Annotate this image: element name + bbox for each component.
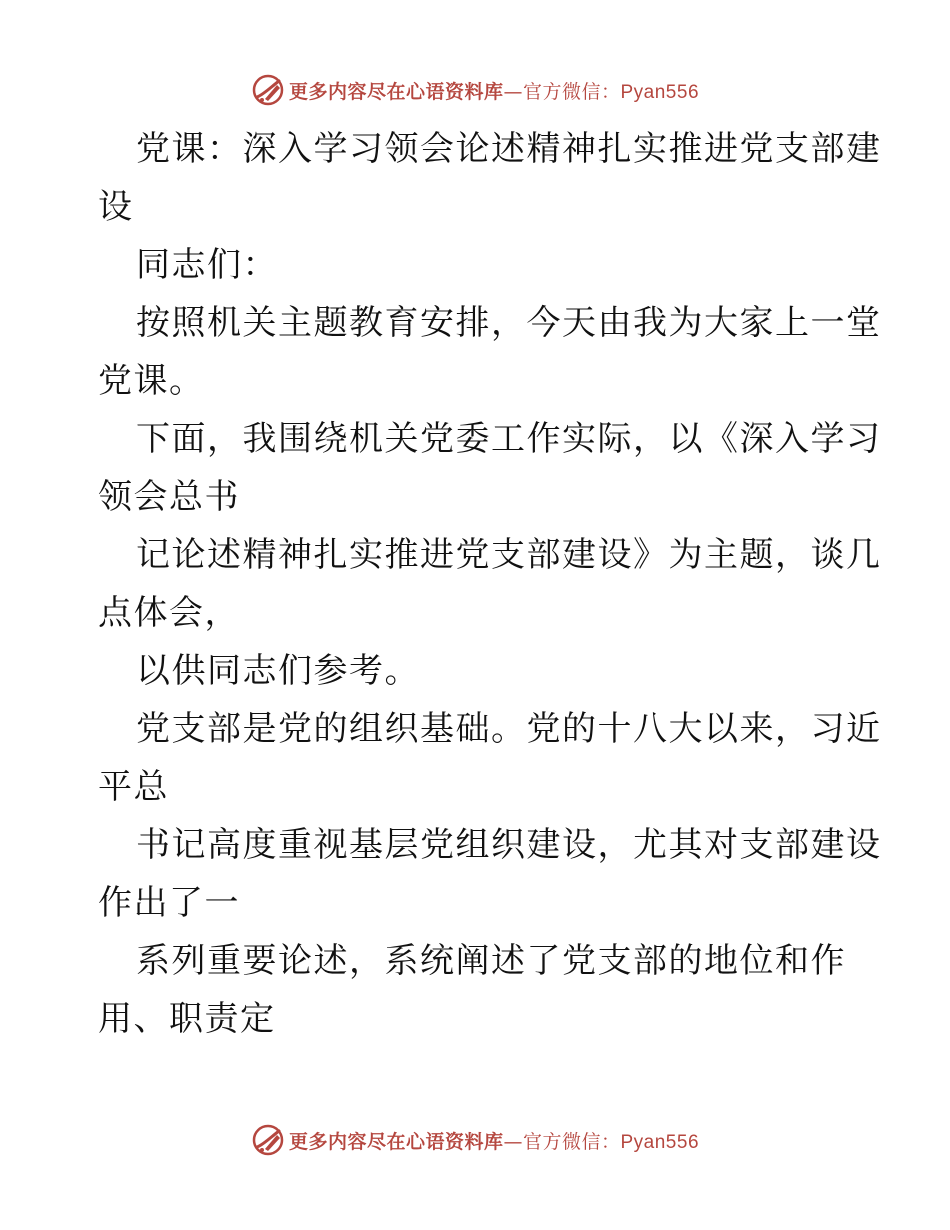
banner-wechat-label: —官方微信： bbox=[503, 80, 621, 103]
text-line: 按照机关主题教育安排，今天由我为大家上一堂 bbox=[136, 303, 882, 343]
text-line: 作出了一 bbox=[98, 883, 240, 923]
text-line: 同志们： bbox=[136, 245, 278, 285]
text-line: 党课：深入学习领会论述精神扎实推进党支部建 bbox=[136, 129, 882, 169]
text-line: 以供同志们参考。 bbox=[136, 651, 420, 691]
text-line: 设 bbox=[98, 187, 134, 227]
text-line: 下面，我围绕机关党委工作实际，以《深入学习 bbox=[136, 419, 882, 459]
banner-text bbox=[289, 77, 699, 104]
text-line: 党支部是党的组织基础。党的十八大以来，习近 bbox=[136, 709, 882, 749]
header-banner bbox=[0, 72, 950, 108]
pen-logo-icon bbox=[251, 73, 285, 107]
banner-wechat-label: —官方微信： bbox=[503, 1130, 621, 1153]
banner-wechat-id: Pyan556 bbox=[620, 81, 700, 103]
text-line: 书记高度重视基层党组织建设，尤其对支部建设 bbox=[136, 825, 882, 865]
banner-site-name: 更多内容尽在心语资料库 bbox=[288, 80, 504, 103]
banner-text bbox=[289, 1127, 699, 1154]
text-line: 记论述精神扎实推进党支部建设》为主题，谈几 bbox=[136, 535, 882, 575]
text-line: 系列重要论述，系统阐述了党支部的地位和作 bbox=[136, 941, 846, 981]
text-line: 平总 bbox=[98, 767, 169, 807]
footer-banner bbox=[0, 1122, 950, 1158]
document-body bbox=[98, 120, 882, 1048]
pen-logo-icon bbox=[251, 1123, 285, 1157]
text-line: 用、职责定 bbox=[98, 999, 276, 1039]
text-line: 领会总书 bbox=[98, 477, 240, 517]
text-line: 点体会， bbox=[98, 593, 240, 633]
banner-site-name: 更多内容尽在心语资料库 bbox=[288, 1130, 504, 1153]
text-line: 党课。 bbox=[98, 361, 205, 401]
banner-wechat-id: Pyan556 bbox=[620, 1131, 700, 1153]
